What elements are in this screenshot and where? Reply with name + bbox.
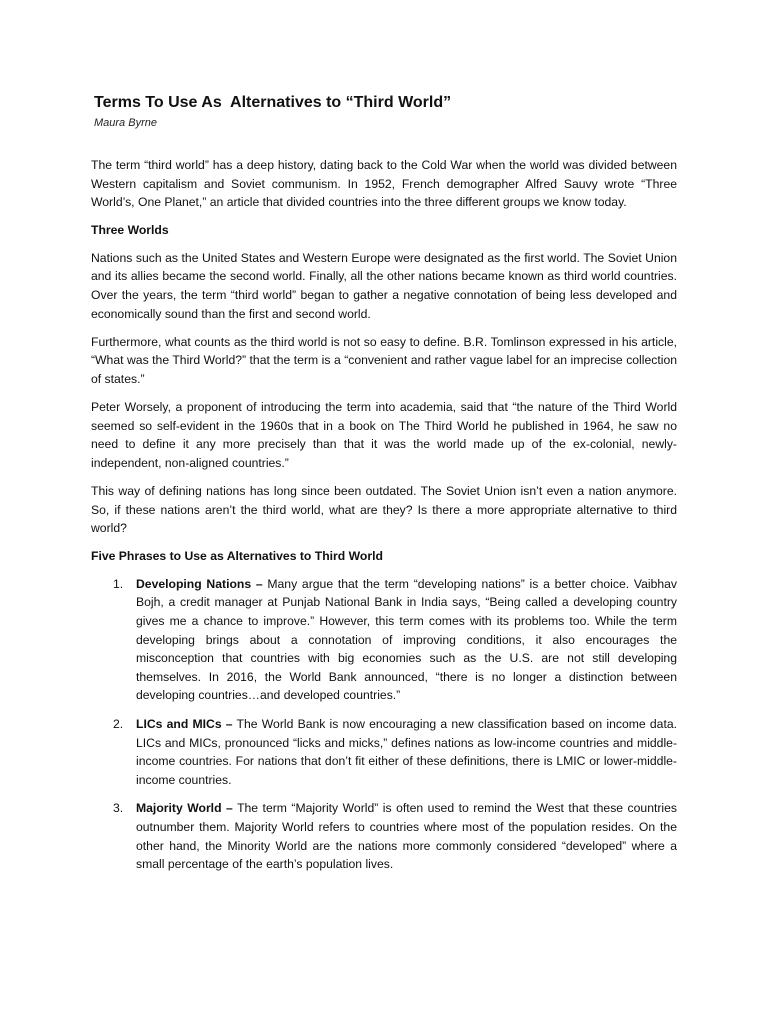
list-item xyxy=(91,575,677,705)
document-body xyxy=(91,156,677,884)
body-paragraph: Furthermore, what counts as the third world is not so easy to define. B.R. Tomlinson expressed in his article, “What was the Third World?” that the term is a “convenient and rather vague label for an imprecise collection of states.” xyxy=(91,334,677,386)
body-paragraph: This way of defining nations has long since been outdated. The Soviet Union isn’t even a nation anymore. So, if these nations aren’t the third world, what are they? Is there a more appropriate alternative to third world? xyxy=(91,483,677,536)
intro-paragraph: The term “third world” has a deep history, dating back to the Cold War when the world was divided between Western capitalism and Soviet communism. In 1952, French demographer Alfred Sauvy wrote “Three World’s, One Planet,” an article that divided countries into the three different groups we know today. xyxy=(91,158,677,210)
section-heading-five-phrases: Five Phrases to Use as Alternatives to Third World xyxy=(91,549,383,564)
body-paragraph: Nations such as the United States and Western Europe were designated as the first world. The Soviet Union and its allies became the second world. Finally, all the other nations became known as third world countries. Over the years, the term “third world” began to gather a negative connotation of being less developed and economically sound than the first and second world. xyxy=(91,250,677,321)
list-item-term: Majority World – xyxy=(136,801,233,816)
list-item-term: LICs and MICs – xyxy=(136,716,233,731)
list-item xyxy=(91,799,677,873)
list-item-number: 3. xyxy=(113,801,124,816)
list-item-number: 1. xyxy=(113,576,124,591)
document-author: Maura Byrne xyxy=(94,117,157,129)
section-heading-three-worlds: Three Worlds xyxy=(91,223,169,238)
list-item-text: The term “Majority World” is often used to remind the West that these countries outnumber them. Majority World refers to countries where most of the population resides. On the other hand, the Minority World are the nations more commonly considered “developed” where a small percentage of the earth’s population lives. xyxy=(136,801,678,872)
document-title: Terms To Use As Alternatives to “Third World” xyxy=(94,94,452,111)
body-paragraph: Peter Worsely, a proponent of introducing the term into academia, said that “the nature of the Third World seemed so self-evident in the 1960s that in a book on The Third World he published in 1964, he saw no need to define it any more precisely than that it was the world made up of the ex-colonial, newly-independent, non-aligned countries.” xyxy=(91,400,677,470)
list-item-number: 2. xyxy=(113,716,124,731)
list-item-text: Many argue that the term “developing nations” is a better choice. Vaibhav Bojh, a credit manager at Punjab National Bank in India says, “Being called a developing country gives me a chance to improve.” However, this term comes with its problems too. While the term developing brings about a connotation of improving conditions, it also encourages the misconception that countries with big economies such as the U.S. are not still developing themselves. In 2016, the World Bank announced, “there is no longer a distinction between developing countries…and developed countries.” xyxy=(136,576,677,703)
list-item xyxy=(91,715,677,789)
list-item-term: Developing Nations – xyxy=(136,576,263,591)
list-item-text: The World Bank is now encouraging a new classification based on income data. LICs and MICs, pronounced “licks and micks,” defines nations as low-income countries and middle-income countries. For nations that don’t fit either of these definitions, there is LMIC or lower-middle-income countries. xyxy=(136,716,677,787)
alternatives-list xyxy=(91,575,677,874)
